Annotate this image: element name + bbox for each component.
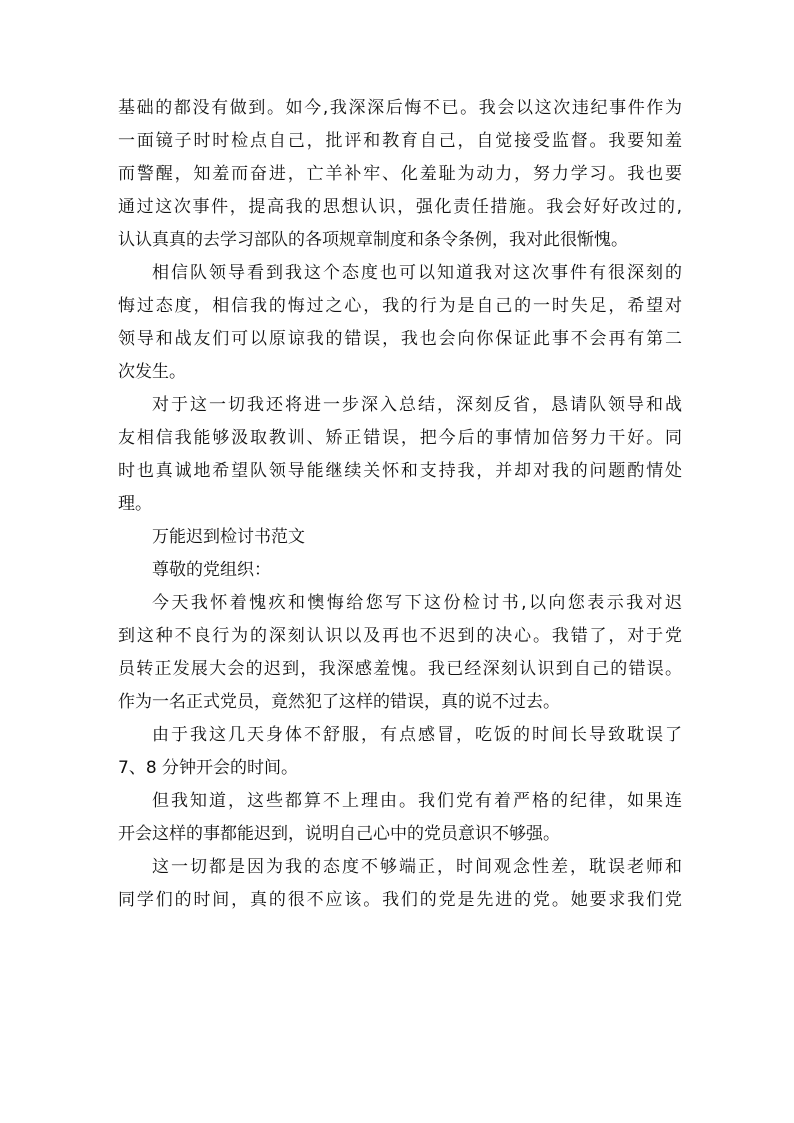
text-line: 领导和战友们可以原谅我的错误，我也会向你保证此事不会再有第二 bbox=[118, 329, 682, 349]
document-body bbox=[118, 92, 682, 917]
text-line: 基础的都没有做到。如今,我深深后悔不已。我会以这次违纪事件作为 bbox=[118, 98, 682, 118]
text-line: 通过这次事件，提高我的思想认识，强化责任措施。我会好好改过的, bbox=[118, 197, 682, 217]
text-line: 7、8 分钟开会的时间。 bbox=[118, 758, 299, 778]
text-line: 今天我怀着愧疚和懊悔给您写下这份检讨书,以向您表示我对迟 bbox=[152, 593, 682, 613]
text-line: 这一切都是因为我的态度不够端正，时间观念性差，耽误老师和 bbox=[152, 857, 682, 877]
text-line: 员转正发展大会的迟到，我深感羞愧。我已经深刻认识到自己的错误。 bbox=[118, 659, 682, 679]
text-line: 时也真诚地希望队领导能继续关怀和支持我，并却对我的问题酌情处 bbox=[118, 461, 682, 481]
text-line: 由于我这几天身体不舒服，有点感冒，吃饭的时间长导致耽误了 bbox=[152, 725, 682, 745]
text-line: 同学们的时间，真的很不应该。我们的党是先进的党。她要求我们党 bbox=[118, 890, 682, 910]
text-line: 而警醒，知羞而奋进，亡羊补牢、化羞耻为动力，努力学习。我也要 bbox=[118, 164, 682, 184]
text-line: 友相信我能够汲取教训、矫正错误，把今后的事情加倍努力干好。同 bbox=[118, 428, 682, 448]
text-line: 相信队领导看到我这个态度也可以知道我对这次事件有很深刻的 bbox=[152, 263, 682, 283]
text-line: 开会这样的事都能迟到，说明自己心中的党员意识不够强。 bbox=[118, 824, 560, 844]
text-line: 到这种不良行为的深刻认识以及再也不迟到的决心。我错了，对于党 bbox=[118, 626, 682, 646]
text-line: 对于这一切我还将进一步深入总结，深刻反省，恳请队领导和战 bbox=[152, 395, 682, 415]
text-line: 但我知道，这些都算不上理由。我们党有着严格的纪律，如果连 bbox=[152, 791, 682, 811]
text-line: 理。 bbox=[118, 494, 152, 514]
text-line: 尊敬的党组织： bbox=[152, 560, 271, 580]
text-line: 次发生。 bbox=[118, 362, 186, 382]
text-line: 一面镜子时时检点自己，批评和教育自己，自觉接受监督。我要知羞 bbox=[118, 131, 682, 151]
text-line: 认认真真的去学习部队的各项规章制度和条令条例，我对此很惭愧。 bbox=[118, 230, 628, 250]
text-line: 万能迟到检讨书范文 bbox=[152, 527, 305, 547]
text-line: 作为一名正式党员，竟然犯了这样的错误，真的说不过去。 bbox=[118, 692, 560, 712]
text-line: 悔过态度，相信我的悔过之心，我的行为是自己的一时失足，希望对 bbox=[118, 296, 682, 316]
